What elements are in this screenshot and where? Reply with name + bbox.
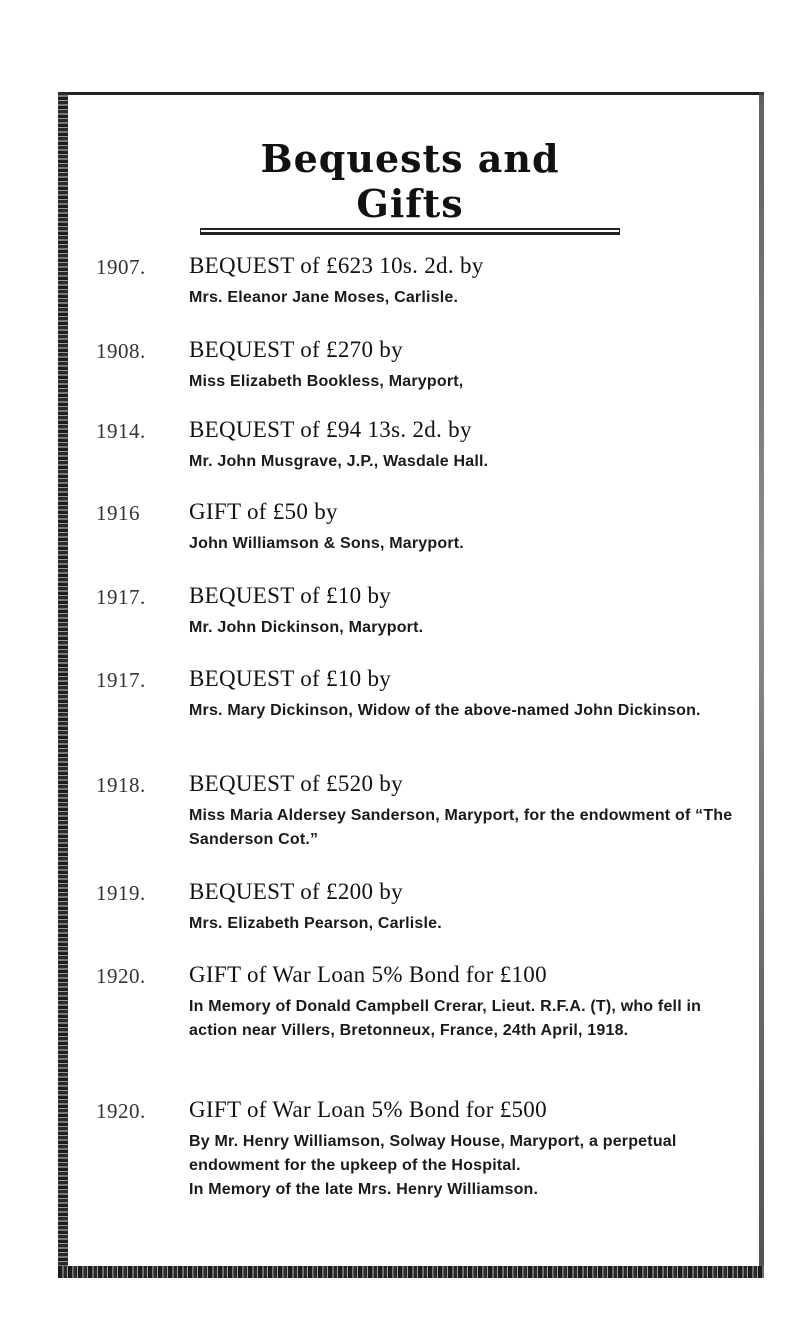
entry-detail	[189, 286, 739, 310]
page-title: Bequests and Gifts	[200, 136, 620, 230]
entry-heading: GIFT of War Loan 5% Bond for £500	[189, 1097, 547, 1122]
entry-heading: BEQUEST of £270 by	[189, 337, 403, 362]
entry-detail	[189, 532, 739, 556]
entry-year: 1919.	[96, 881, 146, 905]
entry-detail-line: By Mr. Henry Williamson, Solway House, Maryport, a perpetual endowment for the upkeep of the Hospital.	[189, 1133, 677, 1174]
entry-heading: BEQUEST of £623 10s. 2d. by	[189, 253, 484, 278]
entry-detail-line: Mrs. Elizabeth Pearson, Carlisle.	[189, 915, 442, 932]
entry-year: 1908.	[96, 339, 146, 363]
entry-year: 1907.	[96, 255, 146, 279]
entry-year: 1917.	[96, 585, 146, 609]
entry-detail	[189, 616, 739, 640]
entry-detail-line: Miss Maria Aldersey Sanderson, Maryport, for the endowment of “The Sanderson Cot.”	[189, 807, 733, 848]
entry-detail-line: In Memory of the late Mrs. Henry Williamson.	[189, 1181, 539, 1198]
entry-detail	[189, 450, 739, 474]
entry-year: 1920.	[96, 964, 146, 988]
entry-year: 1916	[96, 501, 140, 525]
entry-detail-line: Miss Elizabeth Bookless, Maryport,	[189, 373, 464, 390]
entry-heading: BEQUEST of £200 by	[189, 879, 403, 904]
entry-heading: BEQUEST of £10 by	[189, 583, 392, 608]
page-border-right	[759, 92, 764, 1278]
entry-detail-line: Mrs. Eleanor Jane Moses, Carlisle.	[189, 289, 459, 306]
entry-detail-line: John Williamson & Sons, Maryport.	[189, 535, 464, 552]
entry-detail	[189, 995, 739, 1043]
entry-heading: GIFT of £50 by	[189, 499, 338, 524]
page-border-left	[58, 92, 68, 1278]
entry-year: 1918.	[96, 773, 146, 797]
entry-detail-line: In Memory of Donald Campbell Crerar, Lieut. R.F.A. (T), who fell in action near Villers, Bretonneux, France, 24th April, 1918.	[189, 998, 702, 1039]
entry-detail	[189, 370, 739, 394]
entry-year: 1920.	[96, 1099, 146, 1123]
title-block	[200, 136, 620, 230]
entry-heading: BEQUEST of £10 by	[189, 666, 392, 691]
entry-detail	[189, 699, 739, 723]
page-border-top	[58, 92, 764, 95]
entry-heading: BEQUEST of £94 13s. 2d. by	[189, 417, 472, 442]
entry-detail	[189, 1130, 739, 1202]
entry-detail	[189, 912, 739, 936]
entry-detail-line: Mr. John Musgrave, J.P., Wasdale Hall.	[189, 453, 489, 470]
page-border-bottom	[58, 1266, 764, 1278]
entry-heading: GIFT of War Loan 5% Bond for £100	[189, 962, 547, 987]
entry-detail	[189, 804, 739, 852]
entry-year: 1914.	[96, 419, 146, 443]
entry-detail-line: Mr. John Dickinson, Maryport.	[189, 619, 424, 636]
entry-detail-line: Mrs. Mary Dickinson, Widow of the above-named John Dickinson.	[189, 702, 701, 719]
entry-year: 1917.	[96, 668, 146, 692]
entry-heading: BEQUEST of £520 by	[189, 771, 403, 796]
